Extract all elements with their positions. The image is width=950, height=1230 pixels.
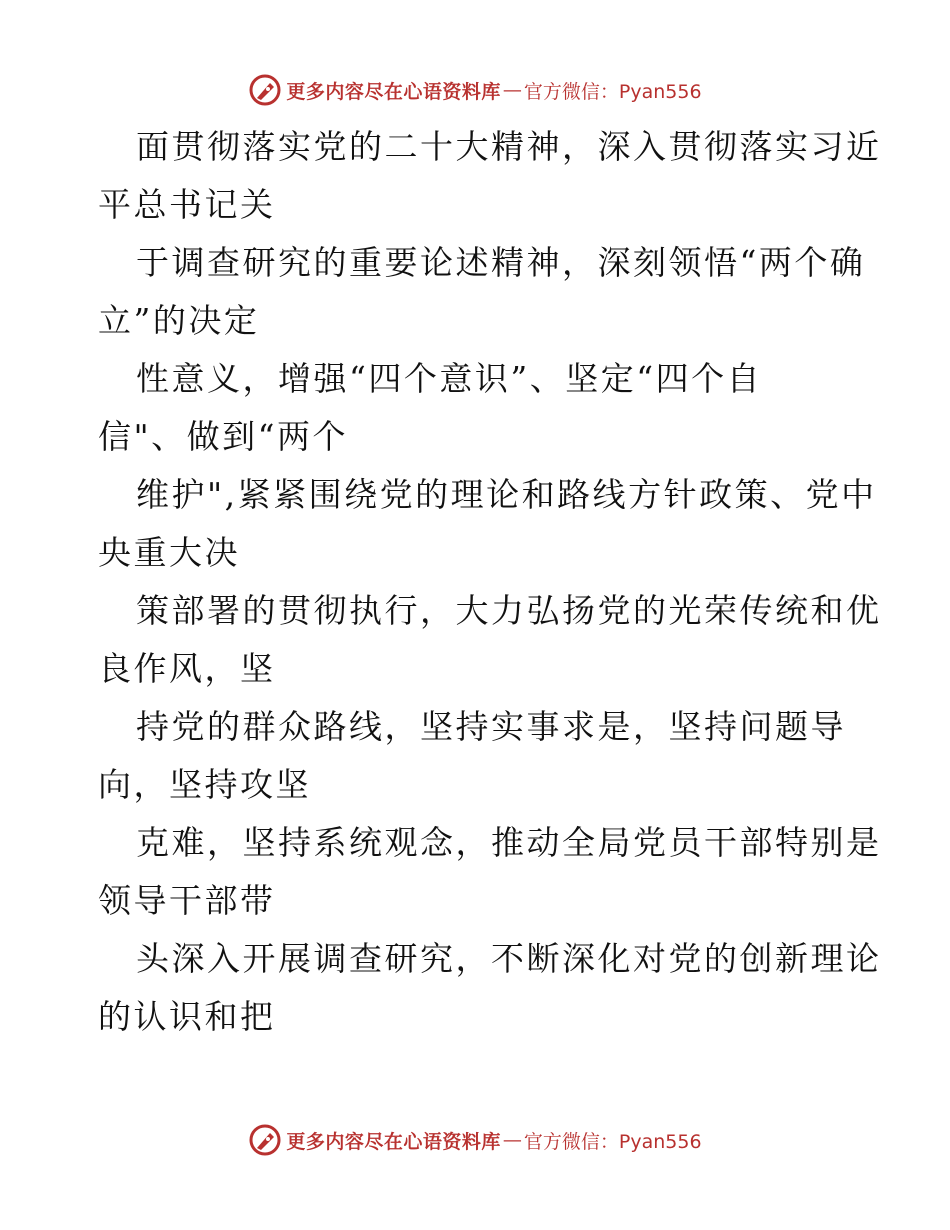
banner-site-text: 更多内容尽在心语资料库 <box>286 80 501 103</box>
document-body <box>98 118 882 1046</box>
text-line: 良作风，坚 <box>98 649 276 688</box>
header-watermark-banner <box>0 70 950 110</box>
text-line: 的认识和把 <box>98 997 276 1036</box>
text-line: 克难，坚持系统观念，推动全局党员干部特别是 <box>136 823 882 862</box>
text-line: 持党的群众路线，坚持实事求是，坚持问题导 <box>136 707 846 746</box>
text-line: 维护",紧紧围绕党的理论和路线方针政策、党中 <box>136 475 877 514</box>
banner-separator: — <box>502 79 522 101</box>
banner-wechat-text: 官方微信：Pyan556 <box>523 1130 702 1153</box>
pen-nib-logo-icon <box>248 73 282 107</box>
text-line: 头深入开展调查研究，不断深化对党的创新理论 <box>136 939 882 978</box>
footer-watermark-banner <box>0 1120 950 1160</box>
text-line: 性意义，增强“四个意识”、坚定“四个自 <box>136 359 763 398</box>
banner-site-text: 更多内容尽在心语资料库 <box>286 1130 501 1153</box>
text-line: 于调查研究的重要论述精神，深刻领悟“两个确 <box>136 243 866 282</box>
text-line: 领导干部带 <box>98 881 276 920</box>
text-line: 向，坚持攻坚 <box>98 765 311 804</box>
banner-wechat-text: 官方微信：Pyan556 <box>523 80 702 103</box>
pen-nib-logo-icon <box>248 1123 282 1157</box>
text-line: 平总书记关 <box>98 185 276 224</box>
text-line: 信"、做到“两个 <box>98 417 349 456</box>
text-line: 央重大决 <box>98 533 240 572</box>
text-line: 面贯彻落实党的二十大精神，深入贯彻落实习近 <box>136 127 882 166</box>
text-line: 立”的决定 <box>98 301 260 340</box>
banner-separator: — <box>502 1129 522 1151</box>
text-line: 策部署的贯彻执行，大力弘扬党的光荣传统和优 <box>136 591 882 630</box>
